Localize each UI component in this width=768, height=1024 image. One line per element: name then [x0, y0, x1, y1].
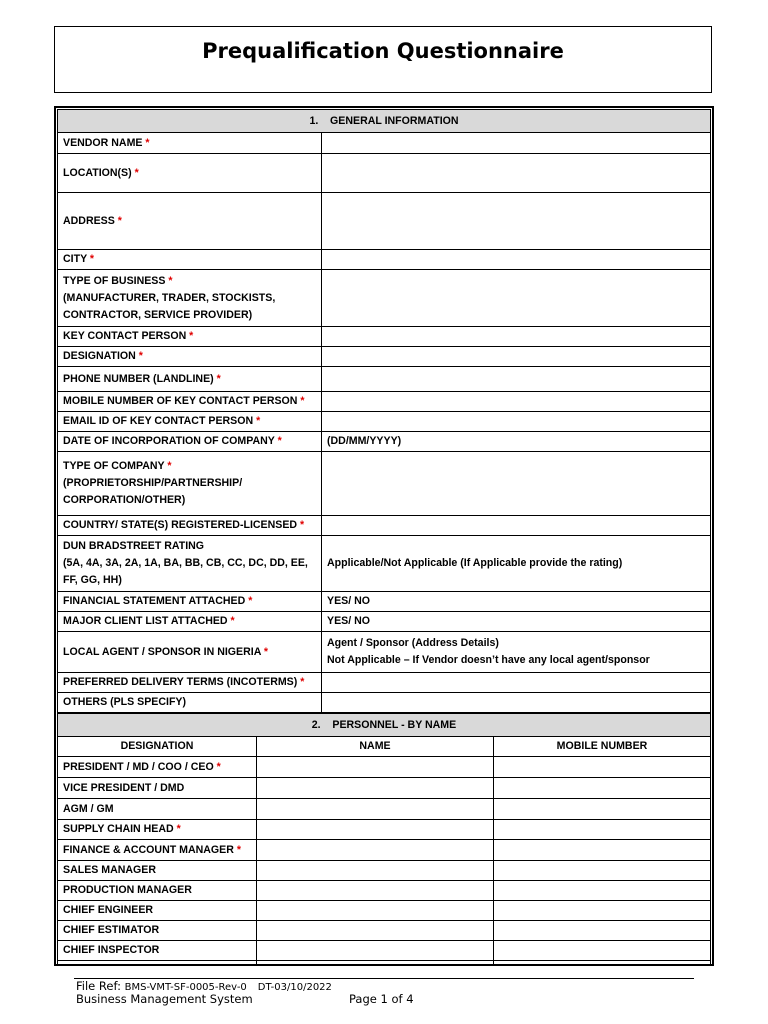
field-row-major-client-list-attached: [58, 612, 711, 632]
field-label-cell: [58, 632, 322, 673]
field-label-cell: [58, 193, 322, 250]
required-marker: *: [167, 460, 172, 472]
required-marker: *: [256, 415, 261, 427]
field-input-cell[interactable]: [322, 270, 711, 327]
required-marker: *: [89, 253, 95, 265]
designation-cell: [58, 778, 257, 799]
designation-label: CHIEF ESTIMATOR: [63, 924, 160, 936]
designation-label: VICE PRESIDENT / DMD: [63, 781, 185, 794]
field-value: Agent / Sponsor (Address Details): [327, 637, 499, 649]
mobile-input-cell[interactable]: [494, 799, 711, 820]
designation-cell: [58, 861, 257, 881]
questionnaire-form: [54, 106, 714, 966]
field-label: MAJOR CLIENT LIST ATTACHED: [63, 615, 228, 627]
field-label-cell: [58, 250, 322, 270]
required-marker: *: [138, 350, 143, 362]
field-label-cell: [58, 347, 322, 367]
required-marker: *: [263, 645, 269, 658]
field-input-cell[interactable]: [322, 432, 711, 452]
designation-cell: [58, 757, 257, 778]
field-row-country-state-s-registered-licensed: [58, 516, 711, 536]
personnel-row-gen-superintendent: [58, 961, 711, 967]
field-value: YES/ NO: [327, 615, 370, 627]
designation-cell: [58, 881, 257, 901]
field-row-phone-number-landline: [58, 367, 711, 392]
mobile-input-cell[interactable]: [494, 941, 711, 961]
designation-label: PRESIDENT / MD / COO / CEO: [63, 760, 214, 773]
mobile-input-cell[interactable]: [494, 820, 711, 840]
name-input-cell[interactable]: [257, 961, 494, 967]
name-input-cell[interactable]: [257, 778, 494, 799]
field-input-cell[interactable]: [322, 392, 711, 412]
required-marker: *: [248, 595, 253, 607]
field-input-cell[interactable]: [322, 592, 711, 612]
personnel-row-chief-estimator: [58, 921, 711, 941]
name-input-cell[interactable]: [257, 840, 494, 861]
designation-label: SALES MANAGER: [63, 864, 156, 876]
field-label-cell: [58, 693, 322, 713]
field-input-cell[interactable]: [322, 516, 711, 536]
field-row-designation: [58, 347, 711, 367]
field-label: PHONE NUMBER (LANDLINE): [63, 372, 214, 385]
personnel-column-headers: [58, 737, 711, 757]
field-label: PREFERRED DELIVERY TERMS (INCOTERMS): [63, 676, 298, 688]
field-value: (DD/MM/YYYY): [327, 435, 402, 447]
mobile-input-cell[interactable]: [494, 881, 711, 901]
column-header-designation: DESIGNATION: [58, 737, 257, 757]
title-box: [54, 26, 712, 93]
name-input-cell[interactable]: [257, 901, 494, 921]
field-row-others-pls-specify: [58, 693, 711, 713]
field-row-dun-bradstreet-rating: [58, 536, 711, 592]
field-row-key-contact-person: [58, 327, 711, 347]
designation-cell: [58, 799, 257, 820]
designation-label: CHIEF INSPECTOR: [63, 944, 160, 956]
designation-cell: [58, 941, 257, 961]
field-value: Applicable/Not Applicable (If Applicable provide the rating): [327, 557, 623, 569]
field-label: VENDOR NAME: [63, 136, 143, 149]
field-label-cell: [58, 612, 322, 632]
field-input-cell[interactable]: [322, 612, 711, 632]
field-row-date-of-incorporation-of-company: [58, 432, 711, 452]
general-information-table: [57, 109, 711, 713]
required-marker: *: [277, 435, 282, 447]
column-header-mobile: MOBILE NUMBER: [494, 737, 711, 757]
required-marker: *: [300, 519, 305, 531]
personnel-row-supply-chain-head: [58, 820, 711, 840]
name-input-cell[interactable]: [257, 757, 494, 778]
field-input-cell[interactable]: [322, 412, 711, 432]
field-label-cell: [58, 392, 322, 412]
field-row-email-id-of-key-contact-person: [58, 412, 711, 432]
field-sublabel: FF, GG, HH): [63, 574, 122, 586]
field-label: TYPE OF COMPANY: [63, 460, 165, 472]
field-input-cell[interactable]: [322, 452, 711, 516]
field-row-financial-statement-attached: [58, 592, 711, 612]
mobile-input-cell[interactable]: [494, 861, 711, 881]
field-sublabel: (5A, 4A, 3A, 2A, 1A, BA, BB, CB, CC, DC, DD, EE,: [63, 557, 308, 569]
required-marker: *: [230, 615, 235, 627]
required-marker: *: [189, 330, 194, 342]
footer-system: Business Management System: [76, 992, 253, 1006]
field-label-cell: [58, 673, 322, 693]
field-label-cell: [58, 270, 322, 327]
required-marker: *: [168, 274, 173, 287]
field-label: KEY CONTACT PERSON: [63, 330, 187, 342]
doc-date: DT-03/10/2022: [257, 982, 332, 993]
mobile-input-cell[interactable]: [494, 901, 711, 921]
mobile-input-cell[interactable]: [494, 921, 711, 941]
designation-label: FINANCE & ACCOUNT MANAGER: [63, 843, 234, 856]
field-label: LOCATION(S): [63, 166, 132, 179]
field-row-type-of-business: [58, 270, 711, 327]
designation-cell: [58, 840, 257, 861]
column-header-name: NAME: [257, 737, 494, 757]
field-row-address: [58, 193, 711, 250]
designation-cell: [58, 820, 257, 840]
field-label-cell: [58, 516, 322, 536]
mobile-input-cell[interactable]: [494, 840, 711, 861]
section-header-personnel: [58, 714, 711, 737]
field-value-alt: Not Applicable – If Vendor doesn’t have any local agent/sponsor: [327, 654, 650, 666]
field-label: TYPE OF BUSINESS: [63, 274, 166, 287]
personnel-row-agm-gm: [58, 799, 711, 820]
required-marker: *: [145, 136, 150, 149]
required-marker: *: [236, 843, 241, 856]
designation-cell: [58, 901, 257, 921]
mobile-input-cell[interactable]: [494, 961, 711, 967]
personnel-row-production-manager: [58, 881, 711, 901]
designation-label: SUPPLY CHAIN HEAD: [63, 823, 174, 835]
field-label: COUNTRY/ STATE(S) REGISTERED-LICENSED: [63, 519, 298, 531]
required-marker: *: [300, 395, 305, 407]
name-input-cell[interactable]: [257, 941, 494, 961]
footer-file-ref: File Ref: BMS-VMT-SF-0005-Rev-0 DT-03/10/2022: [76, 979, 332, 993]
required-marker: *: [176, 823, 181, 835]
field-input-cell[interactable]: [322, 327, 711, 347]
footer-page-number: Page 1 of 4: [349, 992, 414, 1006]
personnel-row-chief-inspector: [58, 941, 711, 961]
name-input-cell[interactable]: [257, 820, 494, 840]
field-input-cell[interactable]: [322, 536, 711, 592]
field-sublabel: CONTRACTOR, SERVICE PROVIDER): [63, 308, 253, 321]
field-sublabel: (MANUFACTURER, TRADER, STOCKISTS,: [63, 291, 276, 304]
field-input-cell[interactable]: [322, 632, 711, 673]
field-row-mobile-number-of-key-contact-person: [58, 392, 711, 412]
designation-label: AGM / GM: [63, 802, 114, 815]
field-input-cell[interactable]: [322, 133, 711, 154]
field-input-cell[interactable]: [322, 673, 711, 693]
field-row-type-of-company: [58, 452, 711, 516]
field-input-cell[interactable]: [322, 347, 711, 367]
required-marker: *: [300, 676, 305, 688]
designation-cell: [58, 961, 257, 967]
field-label-cell: [58, 592, 322, 612]
field-row-vendor-name: [58, 133, 711, 154]
field-label-cell: [58, 412, 322, 432]
field-input-cell[interactable]: [322, 367, 711, 392]
field-sublabel: CORPORATION/OTHER): [63, 494, 186, 506]
designation-label: PRODUCTION MANAGER: [63, 884, 192, 896]
page-title: Prequalification Questionnaire: [202, 39, 564, 63]
field-label: OTHERS (PLS SPECIFY): [63, 696, 187, 708]
field-label-cell: [58, 367, 322, 392]
personnel-row-sales-manager: [58, 861, 711, 881]
field-label-cell: [58, 154, 322, 193]
field-label: DUN BRADSTREET RATING: [63, 540, 205, 552]
field-value: YES/ NO: [327, 595, 370, 607]
personnel-row-president-md-coo-ceo: [58, 757, 711, 778]
field-input-cell[interactable]: [322, 154, 711, 193]
field-row-location-s: [58, 154, 711, 193]
field-input-cell[interactable]: [322, 250, 711, 270]
personnel-table: [57, 713, 711, 966]
field-row-preferred-delivery-terms-incoterms: [58, 673, 711, 693]
section-header-general: [58, 110, 711, 133]
field-label: EMAIL ID OF KEY CONTACT PERSON: [63, 415, 254, 427]
field-label: CITY: [63, 253, 87, 265]
personnel-row-finance-account-manager: [58, 840, 711, 861]
required-marker: *: [117, 214, 122, 227]
field-sublabel: (PROPRIETORSHIP/PARTNERSHIP/: [63, 477, 243, 489]
field-label-cell: [58, 452, 322, 516]
file-ref-code: BMS-VMT-SF-0005-Rev-0: [124, 982, 247, 993]
required-marker: *: [216, 760, 221, 773]
name-input-cell[interactable]: [257, 881, 494, 901]
personnel-row-vice-president-dmd: [58, 778, 711, 799]
field-row-city: [58, 250, 711, 270]
field-label-cell: [58, 432, 322, 452]
field-input-cell[interactable]: [322, 193, 711, 250]
field-label-cell: [58, 327, 322, 347]
field-label: MOBILE NUMBER OF KEY CONTACT PERSON: [63, 395, 298, 407]
field-label: LOCAL AGENT / SPONSOR IN NIGERIA: [63, 645, 261, 658]
field-label: ADDRESS: [63, 214, 115, 227]
required-marker: *: [134, 166, 139, 179]
designation-cell: [58, 921, 257, 941]
mobile-input-cell[interactable]: [494, 778, 711, 799]
name-input-cell[interactable]: [257, 799, 494, 820]
section-title: 2. PERSONNEL - BY NAME: [58, 714, 711, 737]
name-input-cell[interactable]: [257, 921, 494, 941]
field-label: DATE OF INCORPORATION OF COMPANY: [63, 435, 275, 447]
field-label-cell: [58, 133, 322, 154]
required-marker: *: [216, 372, 221, 385]
field-label: FINANCIAL STATEMENT ATTACHED: [63, 595, 246, 607]
personnel-row-chief-engineer: [58, 901, 711, 921]
mobile-input-cell[interactable]: [494, 757, 711, 778]
designation-label: CHIEF ENGINEER: [63, 904, 154, 916]
field-input-cell[interactable]: [322, 693, 711, 713]
designation-label: [63, 964, 189, 966]
field-row-local-agent-sponsor-in-nigeria: [58, 632, 711, 673]
name-input-cell[interactable]: [257, 861, 494, 881]
field-label: DESIGNATION: [63, 350, 136, 362]
section-title: 1. GENERAL INFORMATION: [58, 110, 711, 133]
field-label-cell: [58, 536, 322, 592]
